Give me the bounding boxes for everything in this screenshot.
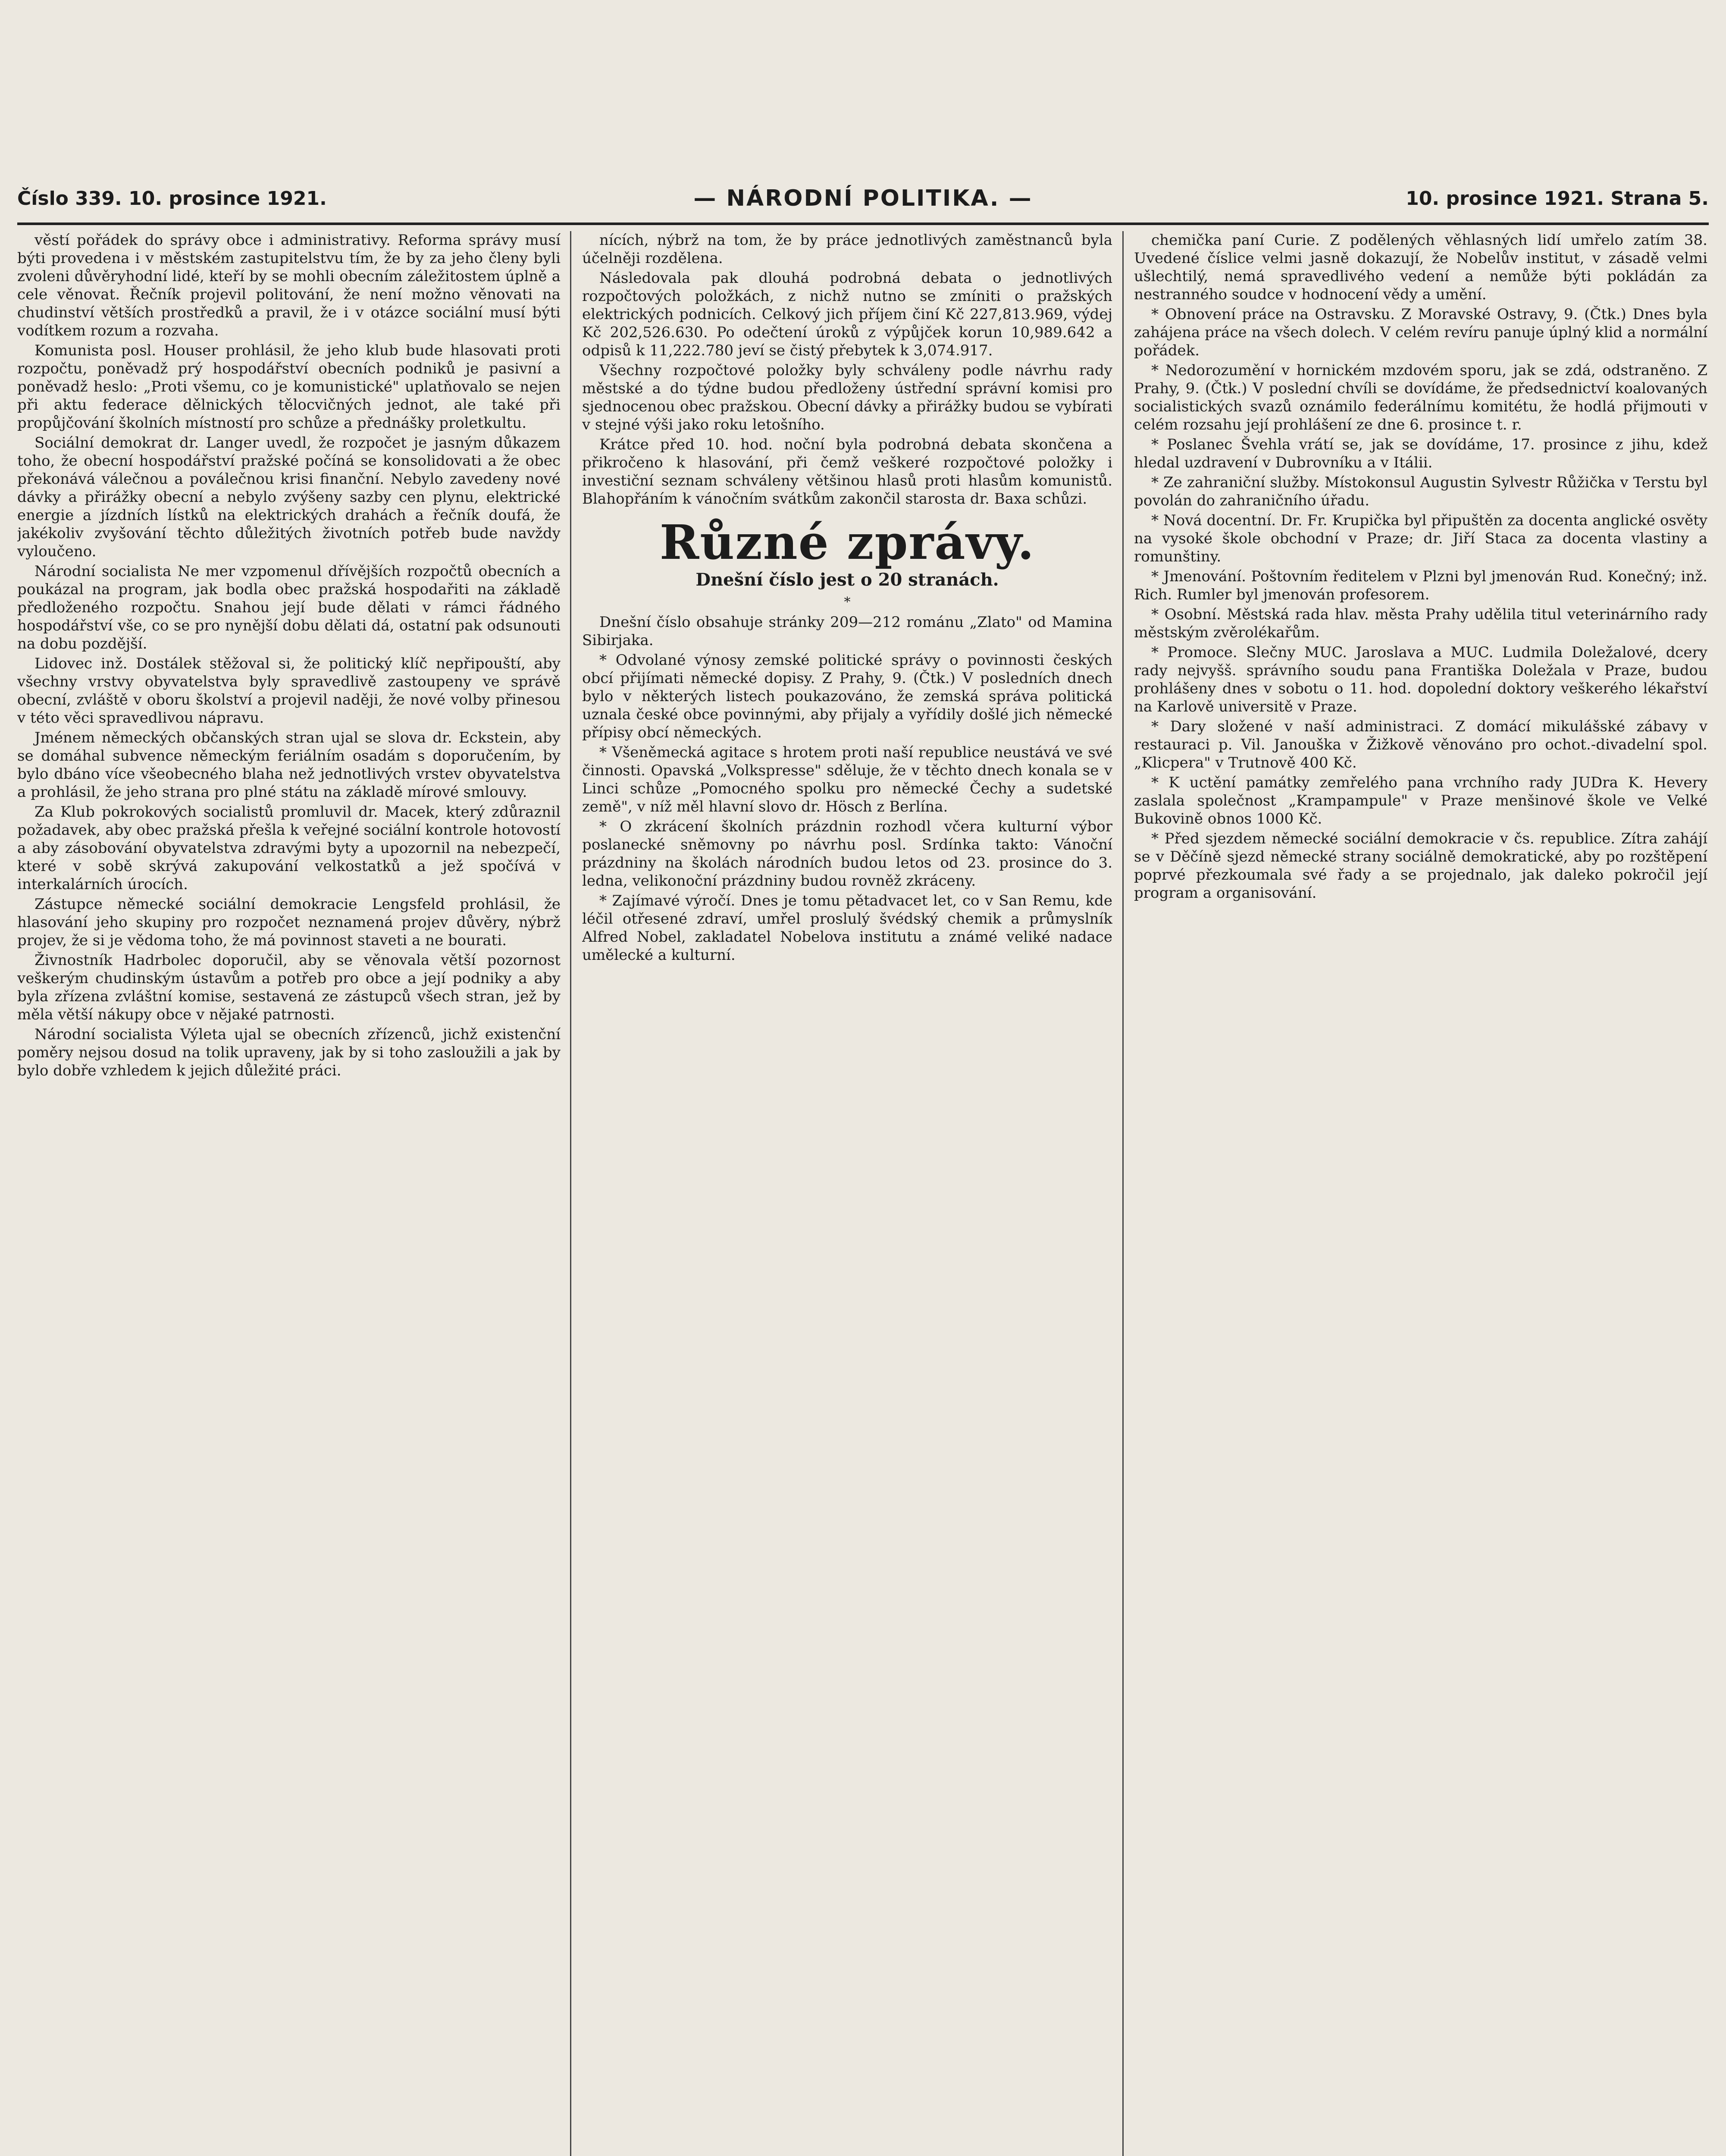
paragraph: Všechny rozpočtové položky byly schváleny podle návrhu rady městské a do týdne budou předloženy ústřední správní komisi pro sjednocenou obec pražskou. Obecní dávky a přirážky budou se vybírati v stejné výši jako roku letošního. bbox=[582, 362, 1112, 433]
news-item: * Obnovení práce na Ostravsku. Z Moravské Ostravy, 9. (Čtk.) Dnes byla zahájena práce na všech dolech. V celém revíru panuje úplný klid a normální pořádek. bbox=[1134, 306, 1707, 359]
column-1 bbox=[17, 231, 561, 2156]
news-item: * Nová docentní. Dr. Fr. Krupička byl připuštěn za docenta anglické osvěty na vysoké škole obchodní v Praze; dr. Jiří Staca za docenta vlastiny a romunštiny. bbox=[1134, 512, 1707, 565]
news-item: * Poslanec Švehla vrátí se, jak se dovídáme, 17. prosince z jihu, kdež hledal uzdravení v Dubrovníku a v Itálii. bbox=[1134, 436, 1707, 471]
separator-star: * bbox=[844, 595, 851, 610]
issue-and-date bbox=[17, 188, 578, 210]
paragraph: Národní socialista Ne mer vzpomenul dřívějších rozpočtů obecních a poukázal na program, jak bodla obec pražská hospodařiti na základě předloženého rozpočtu. Snahou její bude dělati v rámci řádného hospodářství vše, co se pro nynější dobu dělati dá, ostatní pak odsunouti na dobu pozdější. bbox=[17, 563, 561, 652]
paragraph: Zástupce německé sociální demokracie Lengsfeld prohlásil, že hlasování jeho skupiny pro rozpočet neznamená projev důvěry, nýbrž projev, že si je vědoma toho, že má povinnost staveti a ne bourati. bbox=[17, 896, 561, 949]
paragraph: Následovala pak dlouhá podrobná debata o jednotlivých rozpočtových položkách, z nichž nutno se zmíniti o pražských elektrických podnicích. Celkový jich příjem činí Kč 227,813.969, výdej Kč 202,526.630. Po odečtení úroků z výpůjček korun 10,989.642 a odpisů k 11,222.780 jeví se čistý přebytek k 3,074.917. bbox=[582, 270, 1112, 359]
news-item: * Zajímavé výročí. Dnes je tomu pětadvacet let, co v San Remu, kde léčil otřesené zdraví, umřel proslulý švédský chemik a průmyslník Alfred Nobel, zakladatel Nobelova institutu a známé veliké nadace umělecké a kulturní. bbox=[582, 892, 1112, 964]
paragraph: nících, nýbrž na tom, že by práce jednotlivých zaměstnanců byla účelněji rozdělena. bbox=[582, 232, 1112, 267]
news-item: * Všeněmecká agitace s hrotem proti naší republice neustává ve své činnosti. Opavská „Volkspresse" sděluje, že v těchto dnech konala se v Linci schůze „Pomocného spolku pro německé Čechy a sudetské země", v níž měl hlavní slovo dr. Hösch z Berlína. bbox=[582, 744, 1112, 815]
newspaper-title: — NÁRODNÍ POLITIKA. — bbox=[693, 185, 1033, 211]
news-item: * Nedorozumění v hornickém mzdovém sporu, jak se zdá, odstraněno. Z Prahy, 9. (Čtk.) V poslední chvíli se dovídáme, že předsednictví koalovaných socialistických svazů oznámilo federálnímu komitétu, že hodlá přijmouti v celém rozsahu její prohlášení ze dne 6. prosince t. r. bbox=[1134, 362, 1707, 433]
issue-number: Číslo 339. bbox=[17, 187, 122, 210]
news-item: * Promoce. Slečny MUC. Jaroslava a MUC. Ludmila Doležalové, dcery rady nejvyšš. správního soudu pana Františka Doležala v Praze, budou prohlášeny dnes v sobotu o 11. hod. dopolední doktory veškerého lékařství na Karlově universitě v Praze. bbox=[1134, 644, 1707, 715]
news-item: * K uctění památky zemřelého pana vrchního rady JUDra K. Hevery zaslala společnost „Krampampule" v Praze menšinové škole ve Velké Bukovině obnos 1000 Kč. bbox=[1134, 774, 1707, 827]
news-item: chemička paní Curie. Z podělených věhlasných lidí umřelo zatím 38. Uvedené číslice velmi jasně dokazují, že Nobelův institut, v zásadě velmi ušlechtilý, nemá spravedlivého vedení a nemůže býti pokládán za nestranného soudce v hodnocení vědy a umění. bbox=[1134, 232, 1707, 303]
paragraph: Krátce před 10. hod. noční byla podrobná debata skončena a přikročeno k hlasování, při čemž veškeré rozpočtové položky i investiční seznam schváleny většinou hlasů proti hlasům komunistů. Blahopřáním k vánočním svátkům zakončil starosta dr. Baxa schůzi. bbox=[582, 436, 1112, 508]
date-right: 10. prosince 1921. Strana 5. bbox=[1406, 187, 1709, 210]
column-divider bbox=[570, 231, 571, 2156]
news-item: Dnešní číslo obsahuje stránky 209—212 románu „Zlato" od Mamina Sibirjaka. bbox=[582, 614, 1112, 649]
column-3 bbox=[1134, 231, 1707, 2156]
news-item: * Dary složené v naší administraci. Z domácí mikulášské zábavy v restauraci p. Vil. Janouška v Žižkově věnováno pro ochot.-divadelní spol. „Klicpera" v Trutnově 400 Kč. bbox=[1134, 718, 1707, 771]
header-rule bbox=[17, 222, 1709, 225]
paragraph: Živnostník Hadrbolec doporučil, aby se věnovala větší pozornost veškerým chudinským ústavům a potřeb pro obce a její podniky a aby byla zřízena zvláštní komise, sestavená ze zástupců všech stran, jež by měla větší nákupy obce v nějaké patrnosti. bbox=[17, 952, 561, 1023]
masthead bbox=[17, 178, 1709, 219]
paragraph: Lidovec inž. Dostálek stěžoval si, že politický klíč nepřipouští, aby všechny vrstvy obyvatelstva byly spravedlivě zastoupeny ve správě obecní, zvláště v oboru školství a projevil naději, že nové volby přinesou v této věci spravedlivou nápravu. bbox=[17, 655, 561, 727]
paragraph: Sociální demokrat dr. Langer uvedl, že rozpočet je jasným důkazem toho, že obecní hospodářství pražské počíná se konsolidovati a že obec překonává válečnou a poválečnou krisi finanční. Nebylo zavedeny nové dávky a přirážky obecní a nebylo zvýšeny sazby cen plynu, elektrické energie a jízdních lístků na elektrických drahách a řečník doufá, že jakékoliv zvyšování těchto důležitých životních potřeb bude navždy vyloučeno. bbox=[17, 434, 561, 560]
date-left: 10. prosince 1921. bbox=[128, 187, 327, 210]
news-item: * Odvolané výnosy zemské politické správy o povinnosti českých obcí přijímati německé dopisy. Z Prahy, 9. (Čtk.) V posledních dnech bylo v některých listech poukazováno, že zemská správa politická uznala české obce povinnými, aby přijaly a vyřídily došlé jich německé přípisy obcí německých. bbox=[582, 652, 1112, 741]
section-subheading: Dnešní číslo jest o 20 stranách. bbox=[695, 570, 999, 590]
news-item: * Před sjezdem německé sociální demokracie v čs. republice. Zítra zahájí se v Děčíně sjezd německé strany sociálně demokratické, aby po rozštěpení poprvé přezkoumala své řady a se projednalo, jak daleko pokročil její program a organisování. bbox=[1134, 830, 1707, 902]
paragraph: Komunista posl. Houser prohlásil, že jeho klub bude hlasovati proti rozpočtu, poněvadž prý hospodářství obecních podniků je pasivní a poněvadž heslo: „Proti všemu, co je komunistické" uplatňovalo se nejen při aktu federace dělnických tělocvičných jednot, ale také při propůjčování školních místností pro schůze a přednášky proletkultu. bbox=[17, 342, 561, 432]
news-item: * Osobní. Městská rada hlav. města Prahy udělila titul veterinárního rady městským zvěrolékařům. bbox=[1134, 606, 1707, 641]
paragraph: Za Klub pokrokových socialistů promluvil dr. Macek, který zdůraznil požadavek, aby obec pražská přešla k veřejné sociální kontrole hotovostí a aby zásobování obyvatelstva zdravými byty a upozornil na nebezpečí, které v sobě skrývá zakupování velkostatků a jež spočívá v interkalárních úrocích. bbox=[17, 803, 561, 893]
news-item: * Ze zahraniční služby. Místokonsul Augustin Sylvestr Růžička v Terstu byl povolán do zahraničního úřadu. bbox=[1134, 474, 1707, 509]
paragraph: Národní socialista Výleta ujal se obecních zřízenců, jichž existenční poměry nejsou dosud na tolik upraveny, jak by si toho zasloužili a jak by bylo dobře vzhledem k jejich důležité práci. bbox=[17, 1026, 561, 1079]
paragraph: Jménem německých občanských stran ujal se slova dr. Eckstein, aby se domáhal subvence německým feriálním osadám s doporučením, by bylo dbáno více všeobecného blaha než jednotlivých vrstev obyvatelstva a prohlásil, že jeho strana pro plné státu na základě mírové smlouvy. bbox=[17, 729, 561, 801]
paragraph: věstí pořádek do správy obce i administrativy. Reforma správy musí býti provedena i v městském zastupitelstvu tím, že by za jeho členy byli zvoleni důvěryhodní lidé, kteří by se mohli obecním záležitostem úplně a cele věnovat. Řečník projevil politování, že není možno věnovati na chudinství větších prostředků a pravil, že i v otázce sociální musí býti vodítkem rozum a rozvaha. bbox=[17, 232, 561, 339]
news-item: * O zkrácení školních prázdnin rozhodl včera kulturní výbor poslanecké sněmovny po návrhu posl. Srdínka takto: Vánoční prázdniny na školách národních budou letos od 23. prosince do 3. ledna, velikonoční prázdniny budou rovněž zkráceny. bbox=[582, 818, 1112, 890]
section-heading: Různé zprávy. bbox=[659, 514, 1035, 570]
column-2 bbox=[582, 231, 1112, 2156]
news-item: * Jmenování. Poštovním ředitelem v Plzni byl jmenován Rud. Konečný; inž. Rich. Rumler byl jmenován profesorem. bbox=[1134, 568, 1707, 603]
column-divider bbox=[1122, 231, 1124, 2156]
